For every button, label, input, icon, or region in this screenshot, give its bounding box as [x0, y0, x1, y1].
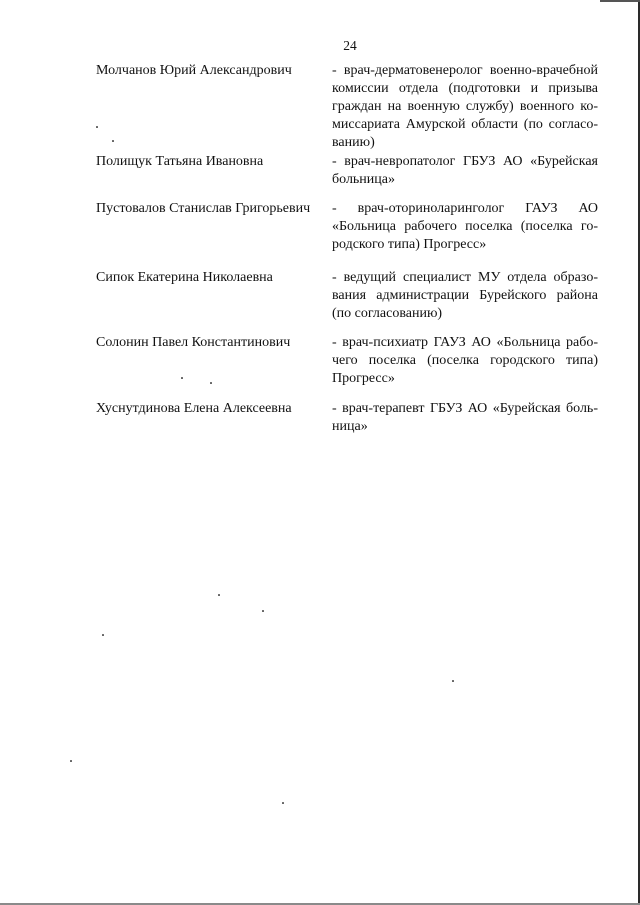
member-position: - врач-оториноларинголог ГАУЗ АО «Больница рабочего поселка (поселка городского типа) Прогресс» — [332, 201, 598, 252]
member-position: - врач-невропатолог ГБУЗ АО «Бурейская больница» — [332, 154, 598, 187]
scan-speck — [218, 594, 220, 596]
member-position: - врач-психиатр ГАУЗ АО «Больница рабочего поселка (поселка городского типа) Прогресс» — [332, 335, 598, 386]
scan-speck — [262, 610, 264, 612]
member-name: Сипок Екатерина Николаевна — [96, 270, 273, 285]
scan-speck — [452, 680, 454, 682]
member-name: Пустовалов Станислав Григорьевич — [96, 201, 311, 216]
member-name: Хуснутдинова Елена Алексеевна — [96, 401, 292, 416]
member-position: - врач-терапевт ГБУЗ АО «Бурейская больница» — [332, 401, 598, 434]
scan-speck — [181, 377, 183, 379]
scan-speck — [102, 634, 104, 636]
member-name: Полищук Татьяна Ивановна — [96, 154, 264, 169]
page-number: 24 — [343, 38, 357, 53]
member-position: - ведущий специалист МУ отдела образования администрации Бурейского района (по согласованию) — [332, 270, 598, 321]
scan-speck — [210, 382, 212, 384]
member-name: Молчанов Юрий Александрович — [96, 63, 292, 78]
scan-speck — [70, 760, 72, 762]
member-name: Солонин Павел Константинович — [96, 335, 291, 350]
member-position: - врач-дерматовенеролог военно-врачебной комиссии отдела (подготовки и призыва граждан на военную службу) военного комиссариата Амурской области (по согласованию) — [332, 63, 598, 150]
scan-speck — [282, 802, 284, 804]
scan-speck — [112, 140, 114, 142]
scan-speck — [96, 126, 98, 128]
